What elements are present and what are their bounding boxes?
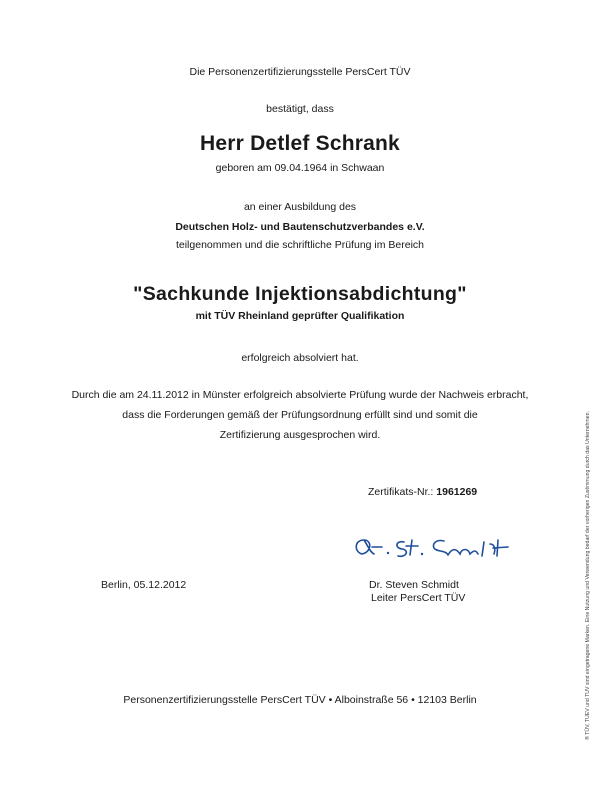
course-title: "Sachkunde Injektionsabdichtung" bbox=[133, 283, 467, 305]
signer-name: Dr. Steven Schmidt bbox=[369, 579, 459, 591]
signer-title: Leiter PersCert TÜV bbox=[371, 592, 466, 604]
participation-text: teilgenommen und die schriftliche Prüfung im Bereich bbox=[175, 239, 425, 251]
statement-line-1: Durch die am 24.11.2012 in Münster erfolgreich absolvierte Prüfung wurde der Nachweis erbracht, bbox=[71, 389, 529, 401]
statement-line-2: dass die Forderungen gemäß der Prüfungsordnung erfüllt sind und somit die bbox=[122, 409, 478, 421]
issuer-line: Die Personenzertifizierungsstelle PersCert TÜV bbox=[189, 66, 411, 78]
birth-info: geboren am 09.04.1964 in Schwaan bbox=[215, 162, 385, 174]
trademark-side-note: ® TÜV, TUEV und TUV sind eingetragene Marken. Eine Nutzung und Verwendung bedarf der vorherigen Zustimmung durch das Unternehmen. bbox=[585, 411, 591, 740]
confirms-text: bestätigt, dass bbox=[266, 103, 334, 115]
association-name: Deutschen Holz- und Bautenschutzverbandes e.V. bbox=[175, 221, 425, 233]
training-intro: an einer Ausbildung des bbox=[243, 201, 357, 213]
signature bbox=[348, 532, 528, 562]
statement-line-3: Zertifizierung ausgesprochen wird. bbox=[219, 429, 381, 441]
footer-address: Personenzertifizierungsstelle PersCert TÜV • Alboinstraße 56 • 12103 Berlin bbox=[123, 694, 477, 706]
place-date: Berlin, 05.12.2012 bbox=[101, 579, 187, 591]
qualification-text: mit TÜV Rheinland geprüfter Qualifikation bbox=[195, 310, 405, 322]
certificate-number-label: Zertifikats-Nr.: bbox=[368, 486, 434, 498]
certificate-number bbox=[368, 486, 477, 498]
recipient-name: Herr Detlef Schrank bbox=[200, 132, 400, 155]
completed-text: erfolgreich absolviert hat. bbox=[241, 352, 359, 364]
certificate-number-value: 1961269 bbox=[436, 486, 478, 498]
